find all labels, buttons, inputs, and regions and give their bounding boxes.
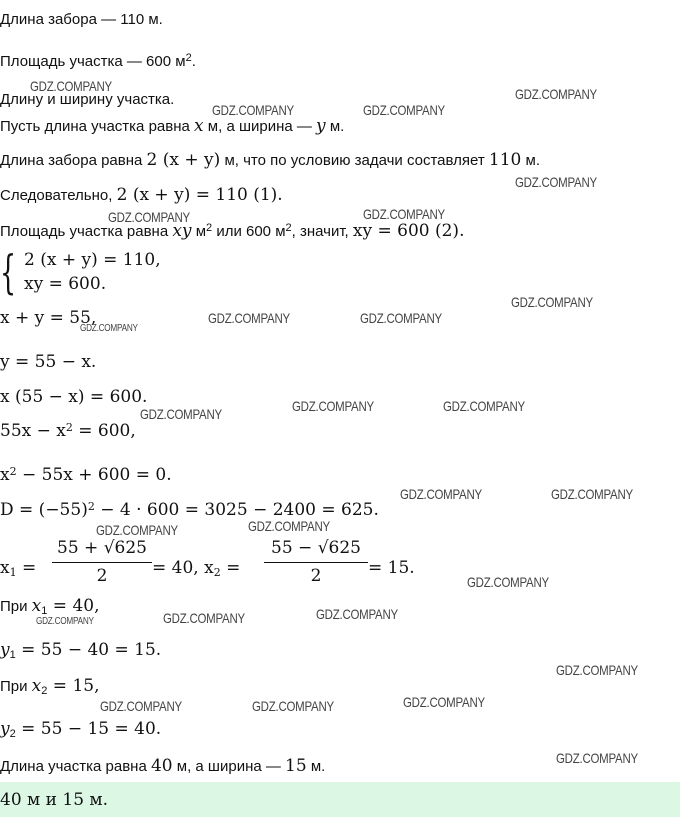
- watermark: GDZ.COMPANY: [551, 486, 633, 502]
- fraction-numerator: 55 − √625: [271, 538, 361, 558]
- math: 15: [285, 756, 307, 776]
- text: Длина участка равна: [0, 758, 151, 775]
- sub: 1: [41, 605, 48, 617]
- math: = 40, x: [152, 558, 214, 578]
- system-line-2: xy = 600.: [24, 274, 107, 294]
- text: , значит,: [291, 223, 353, 240]
- line-fence-formula: [0, 150, 540, 171]
- brace-icon: {: [0, 245, 17, 299]
- line-case-1: [0, 596, 99, 618]
- math: 55x − x: [0, 421, 66, 441]
- math: − 4 · 600 = 3025 − 2400 = 625.: [94, 500, 379, 520]
- text: При: [0, 598, 32, 615]
- sup: 2: [206, 222, 213, 234]
- watermark: GDZ.COMPANY: [163, 610, 245, 626]
- math: x: [0, 465, 10, 485]
- text: Пусть длина участка равна: [0, 118, 195, 135]
- sub: 2: [9, 728, 16, 740]
- math: = 15,: [47, 676, 100, 696]
- var-y: y: [316, 116, 326, 136]
- sup: 2: [87, 500, 95, 513]
- answer-text: 40 м и 15 м.: [0, 790, 109, 810]
- math: y: [0, 719, 10, 739]
- line-plot-area: [0, 52, 196, 73]
- text: Длина забора — 110 м.: [0, 11, 163, 28]
- var-x: x: [194, 116, 204, 136]
- text: или 600 м: [212, 223, 286, 240]
- mid-part: [152, 558, 240, 580]
- x1-label: [0, 558, 36, 580]
- watermark: GDZ.COMPANY: [403, 694, 485, 710]
- watermark: GDZ.COMPANY: [556, 662, 638, 678]
- math: 110: [488, 150, 522, 170]
- watermark: GDZ.COMPANY: [140, 406, 222, 422]
- math: = 55 − 40 = 15.: [15, 640, 162, 660]
- math: x: [0, 558, 10, 578]
- fraction-denominator: 2: [96, 566, 108, 586]
- text: Площадь участка равна: [0, 223, 173, 240]
- watermark: GDZ.COMPANY: [30, 78, 112, 94]
- line-expand: [0, 421, 136, 443]
- line-case-2: [0, 676, 99, 698]
- math: =: [220, 558, 241, 578]
- text: Длина забора равна: [0, 152, 147, 169]
- line-y2: [0, 719, 161, 741]
- sup: 2: [65, 421, 73, 434]
- fraction-bar: [52, 562, 152, 563]
- line-equation-2: [0, 221, 464, 243]
- math: =: [16, 558, 37, 578]
- math: = 55 − 15 = 40.: [15, 719, 162, 739]
- text: м, а ширина —: [172, 758, 286, 775]
- watermark: GDZ.COMPANY: [316, 606, 398, 622]
- line-equation-1: [0, 185, 283, 206]
- line-let: [0, 116, 344, 137]
- math: = 40,: [47, 596, 100, 616]
- watermark: GDZ.COMPANY: [212, 102, 294, 118]
- watermark: GDZ.COMPANY: [108, 209, 190, 225]
- watermark: GDZ.COMPANY: [511, 294, 593, 310]
- line-conclusion: [0, 756, 325, 777]
- math: y: [0, 640, 10, 660]
- sub: 1: [9, 649, 16, 661]
- math: 2 (x + y): [146, 150, 221, 170]
- math: = 15.: [368, 558, 415, 578]
- text: м.: [325, 118, 345, 135]
- line-quadratic: [0, 465, 172, 487]
- watermark: GDZ.COMPANY: [252, 698, 334, 714]
- watermark: GDZ.COMPANY: [360, 310, 442, 326]
- fraction-1: [52, 538, 152, 588]
- sup: 2: [9, 465, 17, 478]
- watermark: GDZ.COMPANY: [556, 750, 638, 766]
- fraction-denominator: 2: [310, 566, 322, 586]
- line-y1: [0, 640, 161, 662]
- watermark: GDZ.COMPANY: [467, 574, 549, 590]
- math: xy: [172, 221, 192, 241]
- math: D = (−55): [0, 500, 88, 520]
- sup: 2: [185, 52, 192, 64]
- equation-system: [0, 246, 200, 298]
- watermark: GDZ.COMPANY: [248, 518, 330, 534]
- fraction-2: [264, 538, 368, 588]
- watermark: GDZ.COMPANY: [292, 398, 374, 414]
- sub: 2: [41, 685, 48, 697]
- math: 2 (x + y) = 110 (1).: [116, 185, 283, 205]
- line-sum: x + y = 55,: [0, 308, 97, 328]
- watermark: GDZ.COMPANY: [515, 86, 597, 102]
- text: м: [191, 223, 207, 240]
- line-substitute: x (55 − x) = 600.: [0, 387, 148, 407]
- fraction-numerator: 55 + √625: [57, 538, 147, 558]
- text: Длину и ширину участка.: [0, 91, 175, 108]
- text: м.: [306, 758, 326, 775]
- text: Площадь участка — 600 м: [0, 53, 186, 70]
- watermark: GDZ.COMPANY: [443, 398, 525, 414]
- sub: 1: [9, 566, 17, 579]
- text: м.: [521, 152, 541, 169]
- line-y-expr: y = 55 − x.: [0, 352, 97, 372]
- math: xy = 600 (2).: [352, 221, 465, 241]
- watermark: GDZ.COMPANY: [96, 522, 178, 538]
- watermark: GDZ.COMPANY: [515, 174, 597, 190]
- text: м, а ширина —: [203, 118, 317, 135]
- text: Следовательно,: [0, 187, 117, 204]
- sub: 2: [213, 566, 221, 579]
- line-fence-length: [0, 10, 163, 30]
- math: x: [31, 596, 42, 616]
- watermark: GDZ.COMPANY: [100, 698, 182, 714]
- system-line-1: 2 (x + y) = 110,: [24, 250, 161, 270]
- watermark: GDZ.COMPANY: [363, 206, 445, 222]
- watermark: GDZ.COMPANY: [400, 486, 482, 502]
- text: При: [0, 678, 32, 695]
- math: x: [31, 676, 42, 696]
- watermark: GDZ.COMPANY: [36, 616, 94, 627]
- fraction-bar: [264, 562, 368, 563]
- text: .: [191, 53, 196, 70]
- answer-box: [0, 782, 680, 817]
- watermark: GDZ.COMPANY: [80, 323, 138, 334]
- math: 40: [150, 756, 173, 776]
- math: − 55x + 600 = 0.: [16, 465, 172, 485]
- watermark: GDZ.COMPANY: [208, 310, 290, 326]
- watermark: GDZ.COMPANY: [363, 102, 445, 118]
- text: м, что по условию задачи составляет: [220, 152, 489, 169]
- sup: 2: [285, 222, 292, 234]
- math: = 600,: [72, 421, 136, 441]
